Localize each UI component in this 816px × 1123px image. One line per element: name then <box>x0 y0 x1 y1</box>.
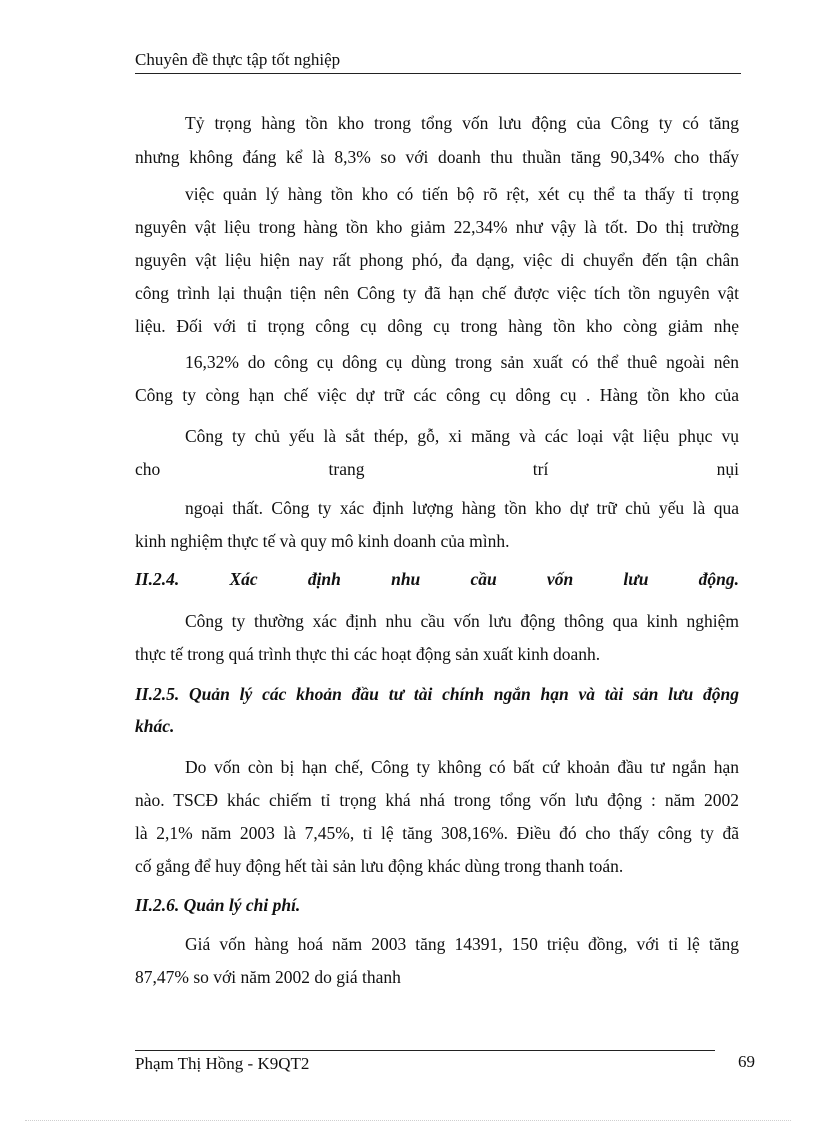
paragraph-line: 16,32% do công cụ dông cụ dùng trong sản xuất có thể thuê ngoài nên <box>185 352 739 372</box>
paragraph-line: Tỷ trọng hàng tồn kho trong tổng vốn lưu động của Công ty có tăng <box>185 113 739 133</box>
page-edge-divider <box>25 1120 791 1121</box>
paragraph-line: Công ty chủ yếu là sắt thép, gỗ, xi măng và các loại vật liệu phục vụ <box>185 426 739 446</box>
section-heading: khác. <box>135 716 175 736</box>
page-number: 69 <box>738 1052 755 1071</box>
page-header-title: Chuyên đề thực tập tốt nghiệp <box>135 50 741 74</box>
paragraph-line: 87,47% so với năm 2002 do giá thanh <box>135 967 401 987</box>
paragraph-line: công trình lại thuận tiện nên Công ty đã hạn chế được việc tích tồn nguyên vật <box>135 283 739 303</box>
footer-rule <box>135 1050 715 1051</box>
paragraph-line: liệu. Đối với tỉ trọng công cụ dông cụ trong hàng tồn kho còng giảm nhẹ <box>135 316 739 336</box>
paragraph-line: nguyên vật liệu trong hàng tồn kho giảm 22,34% như vậy là tốt. Do thị trường <box>135 217 739 237</box>
paragraph-line: kinh nghiệm thực tế và quy mô kinh doanh của mình. <box>135 531 510 551</box>
paragraph-line: là 2,1% năm 2003 là 7,45%, tỉ lệ tăng 308,16%. Điều đó cho thấy công ty đã <box>135 823 739 843</box>
paragraph-line: nhưng không đáng kể là 8,3% so với doanh thu thuần tăng 90,34% cho thấy <box>135 147 739 167</box>
paragraph-line: cố gắng để huy động hết tài sản lưu động khác dùng trong thanh toán. <box>135 856 624 876</box>
paragraph-line: Công ty thường xác định nhu cầu vốn lưu động thông qua kinh nghiệm <box>185 611 739 631</box>
paragraph-line: nào. TSCĐ khác chiếm tỉ trọng khá nhá trong tổng vốn lưu động : năm 2002 <box>135 790 739 810</box>
paragraph-line: việc quản lý hàng tồn kho có tiến bộ rõ rệt, xét cụ thể ta thấy tỉ trọng <box>185 184 739 204</box>
paragraph-line: ngoại thất. Công ty xác định lượng hàng tồn kho dự trữ chủ yếu là qua <box>185 498 739 518</box>
paragraph-line: thực tế trong quá trình thực thi các hoạt động sản xuất kinh doanh. <box>135 644 601 664</box>
paragraph-line: Do vốn còn bị hạn chế, Công ty không có bất cứ khoản đầu tư ngắn hạn <box>185 757 739 777</box>
paragraph-line: nguyên vật liệu hiện nay rất phong phó, đa dạng, việc di chuyển đến tận chân <box>135 250 739 270</box>
footer-author: Phạm Thị Hồng - K9QT2 <box>135 1054 310 1073</box>
paragraph-line: Giá vốn hàng hoá năm 2003 tăng 14391, 150 triệu đồng, với tỉ lệ tăng <box>185 934 739 954</box>
paragraph-line: cho trang trí nụi <box>135 459 739 479</box>
section-heading: II.2.4. Xác định nhu cầu vốn lưu động. <box>135 569 739 589</box>
section-heading: II.2.5. Quản lý các khoản đầu tư tài chính ngắn hạn và tài sản lưu động <box>135 684 739 704</box>
paragraph-line: Công ty còng hạn chế việc dự trữ các công cụ dông cụ . Hàng tồn kho của <box>135 385 739 405</box>
section-heading: II.2.6. Quản lý chi phí. <box>135 895 301 915</box>
